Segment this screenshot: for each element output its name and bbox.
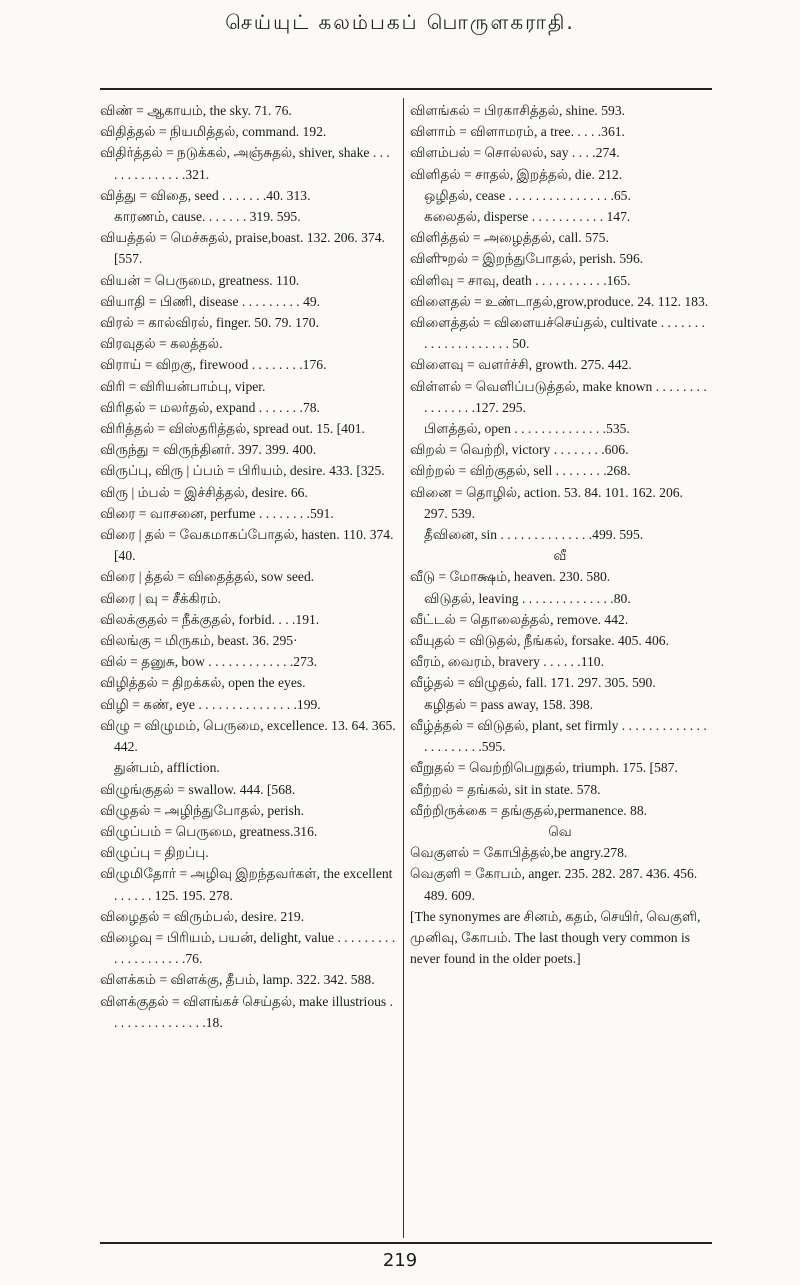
entry: வீடு = மோக்ஷம், heaven. 230. 580.	[410, 569, 611, 585]
entry: விழுமிதோர் = அழிவு இறந்தவர்கள், the excellent . . . . . . 125. 195. 278.	[100, 866, 393, 903]
entry: விழைதல் = விரும்பல், desire. 219.	[100, 908, 305, 924]
entry: விழைவு = பிரியம், பயன், delight, value . . . . . . . . . . . . . . . . . . . .76.	[100, 929, 396, 967]
entry: வித்து = விதை, seed . . . . . . .40. 313.	[100, 187, 311, 203]
entry: வியாதி = பிணி, disease . . . . . . . . . 49.	[100, 293, 321, 309]
entry: தீவினை, sin . . . . . . . . . . . . . .499. 595.	[424, 527, 644, 543]
entry: கலைதல், disperse . . . . . . . . . . . 147.	[424, 209, 631, 225]
entry: விரல் = கால்விரல், finger. 50. 79. 170.	[100, 315, 319, 331]
entry: விரை | த்தல் = விதைத்தல், sow seed.	[100, 569, 315, 585]
entry: விற்றல் = விற்குதல், sell . . . . . . . .268.	[410, 463, 631, 479]
entry: விரு | ம்பல் = இச்சித்தல், desire. 66.	[100, 484, 308, 500]
entry: விளக்கம் = விளக்கு, தீபம், lamp. 322. 342. 588.	[100, 972, 375, 988]
entry: விளாம் = விளாமரம், a tree. . . . .361.	[410, 124, 625, 140]
entry: விறல் = வெற்றி, victory . . . . . . . .606.	[410, 442, 629, 458]
entry: விளைத்தல் = விளையச்செய்தல், cultivate . . . . . . . . . . . . . . . . . . . . 50.	[410, 315, 705, 352]
section-heading: வீ	[553, 548, 567, 564]
section-heading: வெ	[548, 823, 572, 839]
entry: விரை = வாசனை, perfume . . . . . . . .591.	[100, 505, 334, 521]
entry: விதித்தல் = நியமித்தல், command. 192.	[100, 124, 327, 140]
entry: வெகுளல் = கோபித்தல்,be angry.278.	[410, 845, 628, 861]
entry: விளிுறல் = இறந்துபோதல், perish. 596.	[410, 251, 644, 267]
entry: விலக்குதல் = நீக்குதல், forbid. . . .191.	[100, 611, 320, 627]
entry: விரை | வு = சீக்கிரம்.	[100, 590, 222, 606]
entry: விழுப்பம் = பெருமை, greatness.316.	[100, 823, 318, 839]
entry: விதிர்த்தல் = நடுக்கல், அஞ்சுதல், shiver, shake . . . . . . . . . . . . . .321.	[100, 145, 390, 182]
entry: விழு = விழுமம், பெருமை, excellence. 13. 64. 365. 442.	[100, 717, 396, 755]
entry: கழிதல் = pass away, 158. 398.	[424, 696, 594, 712]
entry: விழுப்பு = திறப்பு.	[100, 845, 209, 861]
entry: விரி = விரியன்பாம்பு, viper.	[100, 378, 266, 394]
entry: வீரம், வைரம், bravery . . . . . .110.	[410, 654, 604, 670]
entry: வீற்றல் = தங்கல், sit in state. 578.	[410, 781, 601, 797]
entry: விருப்பு, விரு | ப்பம் = பிரியம், desire. 433. [325.	[100, 463, 385, 479]
entry: விளங்கல் = பிரகாசித்தல், shine. 593.	[410, 103, 626, 118]
page-header: செய்யுட் கலம்பகப் பொருளகராதி.	[225, 10, 575, 34]
entry: விளம்பல் = சொல்லல், say . . . .274.	[410, 145, 620, 161]
entry: பிளத்தல், open . . . . . . . . . . . . . .535.	[424, 421, 630, 437]
entry: விண் = ஆகாயம், the sky. 71. 76.	[100, 103, 292, 118]
entry: வீழ்த்தல் = விடுதல், plant, set firmly . . . . . . . . . . . . . . . . . . . . . .595.	[410, 717, 707, 755]
bottom-rule	[100, 1242, 712, 1244]
entry: விளிதல் = சாதல், இறத்தல், die. 212.	[410, 166, 623, 182]
synonym-note: [The synonymes are சினம், கதம், செயிர், வெகுளி, முனிவு, கோபம். The last though very common is never found in the older poets.]	[410, 908, 701, 967]
entry: வெகுளி = கோபம், anger. 235. 282. 287. 436. 456. 489. 609.	[410, 866, 698, 903]
entry: வீறுதல் = வெற்றிபெறுதல், triumph. 175. [587.	[410, 760, 678, 776]
entry: வினை = தொழில், action. 53. 84. 101. 162. 206. 297. 539.	[410, 484, 683, 521]
entry: வியத்தல் = மெச்சுதல், praise,boast. 132. 206. 374. [557.	[100, 230, 385, 267]
top-rule	[100, 88, 712, 90]
right-column	[410, 100, 710, 969]
entry: வில் = தனுசு, bow . . . . . . . . . . . . .273.	[100, 654, 318, 670]
entry: காரணம், cause. . . . . . . 319. 595.	[114, 209, 301, 225]
entry: வீற்றிருக்கை = தங்குதல்,permanence. 88.	[410, 802, 648, 818]
entry: விரிதல் = மலர்தல், expand . . . . . . .78.	[100, 399, 320, 415]
entry: ஒழிதல், cease . . . . . . . . . . . . . . . .65.	[424, 187, 631, 203]
entry: விரை | தல் = வேகமாகப்போதல், hasten. 110. 374. [40.	[100, 527, 394, 564]
entry: விளக்குதல் = விளங்கச் செய்தல், make illustrious . . . . . . . . . . . . . . .18.	[100, 993, 394, 1030]
entry: விழுதல் = அழிந்துபோதல், perish.	[100, 802, 305, 818]
entry: விழுங்குதல் = swallow. 444. [568.	[100, 781, 296, 797]
entry: விருந்து = விருந்தினர். 397. 399. 400.	[100, 442, 317, 458]
page-number: 219	[382, 1250, 418, 1271]
entry: விளித்தல் = அழைத்தல், call. 575.	[410, 230, 609, 246]
entry: வியன் = பெருமை, greatness. 110.	[100, 272, 300, 288]
entry: விரவுதல் = கலத்தல்.	[100, 336, 223, 352]
entry: வீழ்தல் = விழுதல், fall. 171. 297. 305. 590.	[410, 675, 656, 691]
entry: வீயுதல் = விடுதல், நீங்கல், forsake. 405. 406.	[410, 633, 669, 649]
entry: விழி = கண், eye . . . . . . . . . . . . . . .199.	[100, 696, 321, 712]
entry: வீட்டல் = தொலைத்தல், remove. 442.	[410, 611, 629, 627]
entry: விள்ளல் = வெளிப்படுத்தல், make known . . . . . . . . . . . . . . . .127. 295.	[410, 378, 707, 415]
left-column	[100, 100, 396, 1033]
entry: விளைவு = வளர்ச்சி, growth. 275. 442.	[410, 357, 632, 373]
column-divider	[403, 98, 404, 1238]
entry: விளிவு = சாவு, death . . . . . . . . . . .165.	[410, 272, 631, 288]
entry: விரித்தல் = விஸ்தரித்தல், spread out. 15. [401.	[100, 421, 365, 437]
entry: விடுதல், leaving . . . . . . . . . . . . . .80.	[424, 590, 631, 606]
entry: விளைதல் = உண்டாதல்,grow,produce. 24. 112. 183.	[410, 293, 709, 309]
entry: துன்பம், affliction.	[114, 760, 220, 776]
entry: விலங்கு = மிருகம், beast. 36. 295·	[100, 633, 298, 649]
entry: விழித்தல் = திறக்கல், open the eyes.	[100, 675, 306, 691]
entry: விராய் = விறகு, firewood . . . . . . . .176.	[100, 357, 327, 373]
